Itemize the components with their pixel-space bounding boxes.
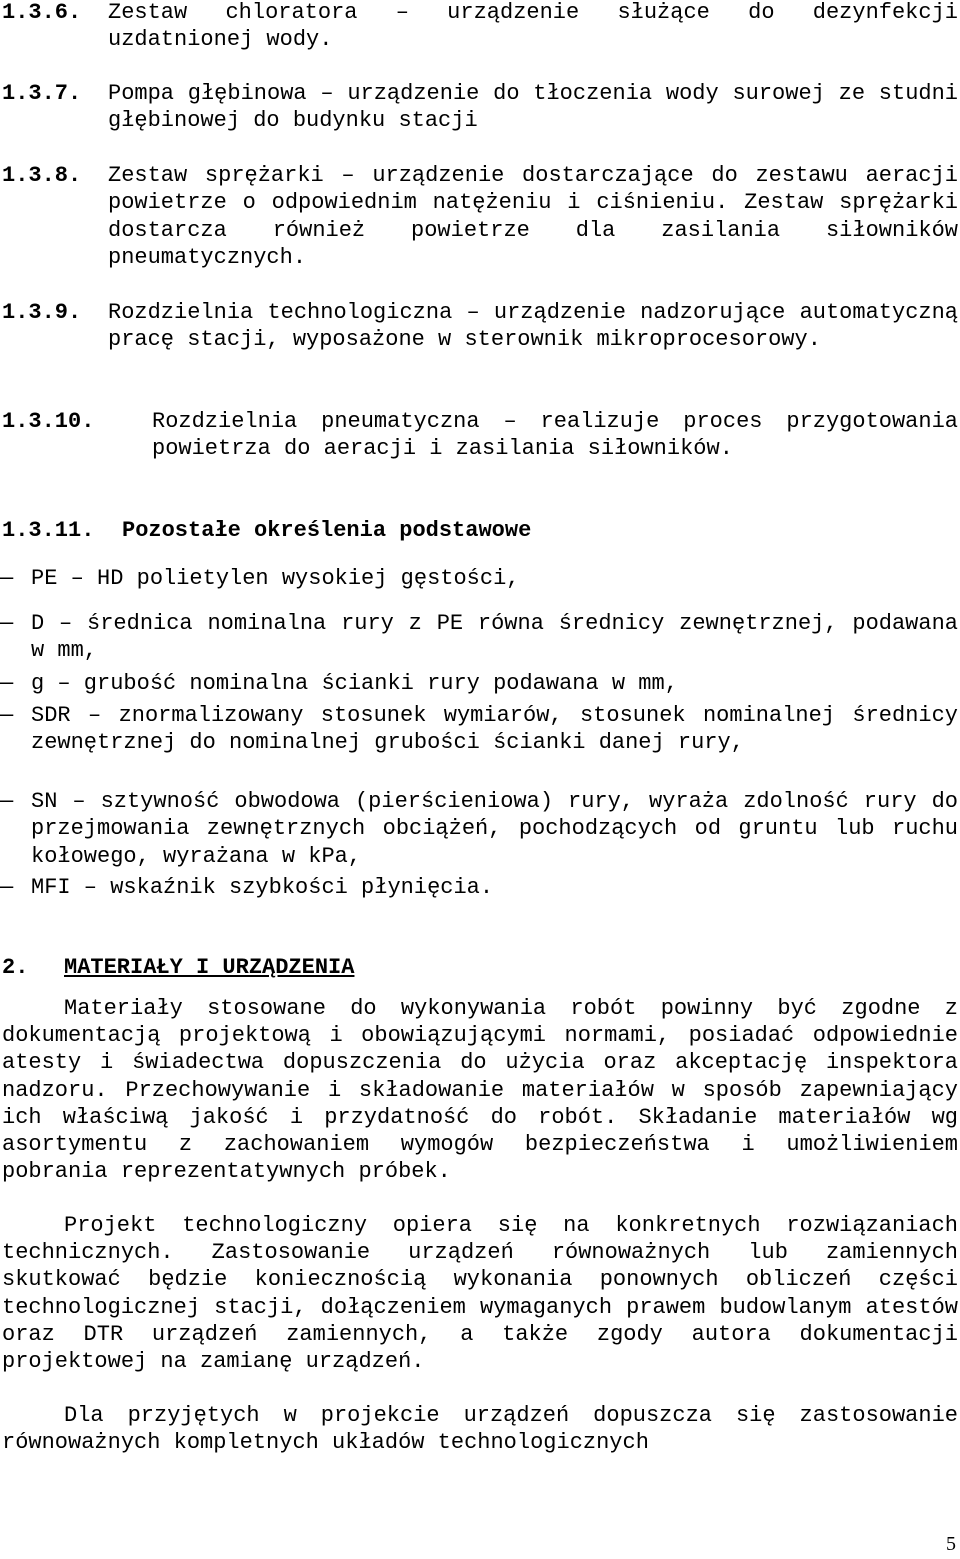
bullet-text: SN – sztywność obwodowa (pierścieniowa) rury, wyraża zdolność rury do przejmowania zewnętrznych obciążeń, pochodzących od gruntu lub ruchu kołowego, wyrażana w kPa, [31,789,958,869]
bullet-dash: — [0,875,14,900]
bullet-dash: — [0,566,14,591]
bullet-dash: — [0,789,14,814]
definition-number: 1.3.10. [2,409,95,434]
bullet-dash: — [0,611,14,636]
definition-text: Zestaw chloratora – urządzenie służące do dezynfekcji uzdatnionej wody. [108,0,958,53]
list-item [0,610,958,665]
definition-number: 1.3.8. [2,163,82,188]
bullet-text: SDR – znormalizowany stosunek wymiarów, stosunek nominalnej średnicy zewnętrznej do nominalnej grubości ścianki danej rury, [31,703,958,756]
page-number: 5 [946,1533,956,1555]
list-item [0,565,958,592]
bullet-text: D – średnica nominalna rury z PE równa średnicy zewnętrznej, podawana w mm, [31,611,958,664]
definition-text: Pompa głębinowa – urządzenie do tłoczenia wody surowej ze studni głębinowej do budynku stacji [108,81,958,134]
paragraph-project: Projekt technologiczny opiera się na konkretnych rozwiązaniach technicznych. Zastosowanie urządzeń równoważnych lub zamiennych skutkować będzie koniecznością wykonania ponownych obliczeń części technologicznej stacji, dołączeniem wymaganych prawem budowlanym atestów oraz DTR urządzeń zamiennych, a także zgody autora dokumentacji projektowej na zamianę urządzeń. [2,1213,958,1375]
definition-heading: Pozostałe określenia podstawowe [122,518,532,543]
list-item [0,874,958,901]
definition-number: 1.3.7. [2,81,82,106]
list-item [0,670,958,697]
definition-text: Rozdzielnia technologiczna – urządzenie nadzorujące automatyczną pracę stacji, wyposażone w sterownik mikroprocesorowy. [108,300,958,353]
definition-1-3-8 [2,162,958,271]
paragraph-equivalents: Dla przyjętych w projekcie urządzeń dopuszcza się zastosowanie równoważnych kompletnych układów technologicznych [2,1403,958,1456]
bullet-text: PE – HD polietylen wysokiej gęstości, [31,566,520,591]
definition-1-3-10 [2,408,958,463]
definition-number: 1.3.11. [2,518,95,543]
section-heading [2,955,354,980]
definition-number: 1.3.9. [2,300,82,325]
bullet-text: MFI – wskaźnik szybkości płynięcia. [31,875,494,900]
definition-1-3-9 [2,299,958,354]
list-item [0,788,958,870]
list-item [0,702,958,757]
section-title: MATERIAŁY I URZĄDZENIA [64,955,355,980]
bullet-text: g – grubość nominalna ścianki rury podawana w mm, [31,671,678,696]
paragraph-materials: Materiały stosowane do wykonywania robót powinny być zgodne z dokumentacją projektową i obowiązującymi normami, posiadać odpowiednie atesty i świadectwa dopuszczenia do użycia oraz akceptację inspektora nadzoru. Przechowywanie i składowanie materiałów w sposób zapewniający ich właściwą jakość i przydatność do robót. Składanie materiałów wg asortymentu z zachowaniem wymogów bezpieczeństwa i umożliwieniem pobrania reprezentatywnych próbek. [2,996,958,1185]
definition-1-3-7 [2,80,958,135]
definition-text: Rozdzielnia pneumatyczna – realizuje proces przygotowania powietrza do aeracji i zasilania siłowników. [152,409,958,462]
definition-text: Zestaw sprężarki – urządzenie dostarczające do zestawu aeracji powietrze o odpowiednim natężeniu i ciśnieniu. Zestaw sprężarki dostarcza również powietrze dla zasilania siłowników pneumatycznych. [108,163,958,270]
section-number: 2. [2,955,29,980]
bullet-dash: — [0,703,14,728]
definition-1-3-6 [2,0,958,54]
definition-1-3-11 [2,517,958,544]
definition-number: 1.3.6. [2,0,82,25]
bullet-dash: — [0,671,14,696]
